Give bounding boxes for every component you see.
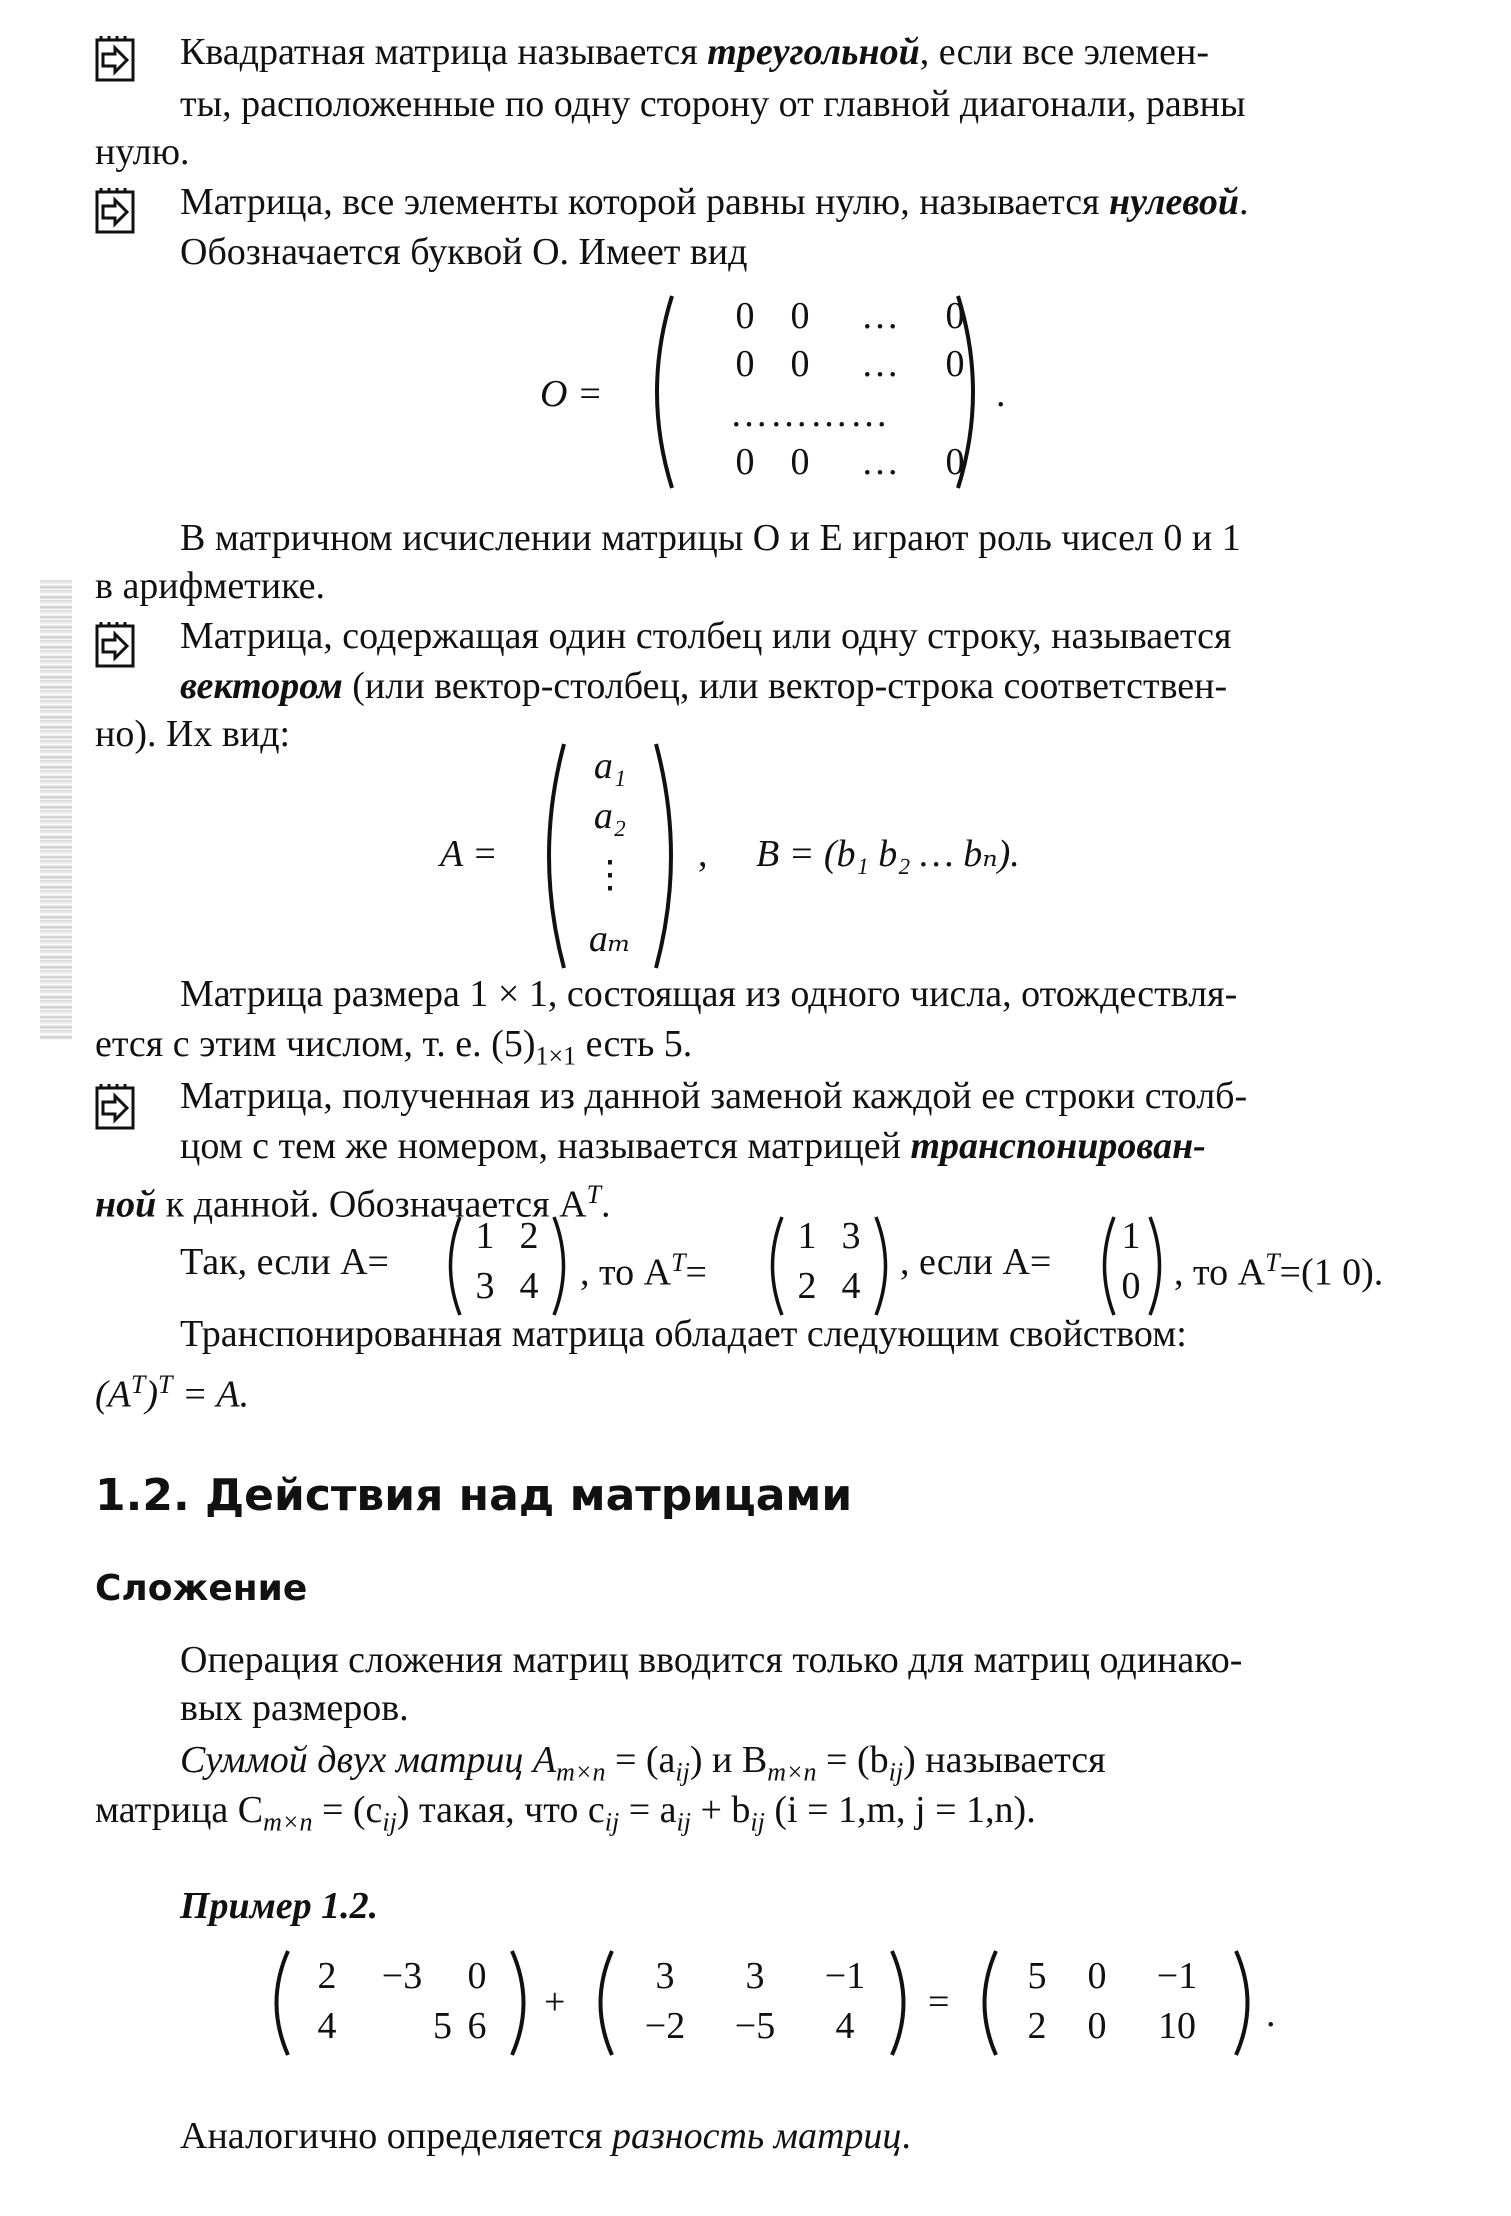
right-paren	[888, 1948, 918, 2058]
right-paren	[650, 740, 690, 972]
p6-line2: цом с тем же номером, называется матрицей транспонирован-	[180, 1125, 1206, 1167]
p11-line: Аналогично определяется разность матриц.	[180, 2115, 911, 2157]
subsection-heading: Сложение	[95, 1568, 308, 1609]
p8-line2: $(A^T)^T = A$.	[95, 1370, 250, 1416]
left-paren	[438, 1214, 464, 1318]
p10-line1: Суммой двух матриц $A_{m\times n} = (a_{ij})$ и $B_{m\times n} = (b_{ij})$ называется	[180, 1739, 1106, 1787]
right-paren	[872, 1214, 898, 1318]
sum-m2-row2: −2 −5 4	[644, 2005, 855, 2047]
p7-text-d: , то $A^T=(1$ 0).	[1174, 1248, 1384, 1294]
p5-line2: ется с этим числом, т. е. $(5)_{1\times 1}$ есть 5.	[95, 1023, 693, 1071]
zero-period: .	[996, 373, 1006, 415]
tr-m3-row2: 0	[1121, 1265, 1141, 1307]
zero-matrix-lhs: O =	[540, 373, 603, 415]
p6-line1: Матрица, полученная из данной заменой каждой ее строки столб-	[180, 1075, 1248, 1117]
p9-line2: вых размеров.	[180, 1687, 409, 1729]
zero-row-3: 0 0 … 0	[735, 441, 965, 483]
p2-line1: Матрица, все элементы которой равны нулю, называется нулевой.	[180, 181, 1249, 223]
p1-line2: ты, расположенные по одну сторону от главной диагонали, равны	[180, 83, 1246, 125]
term-vector: вектором	[180, 665, 343, 707]
vector-comma: ,	[698, 833, 708, 875]
right-paren	[952, 292, 992, 492]
sum-m3-row2: 2 0 10	[1027, 2005, 1196, 2047]
sum-m1-row1: 2 −3 0	[317, 1955, 487, 1997]
section-heading: 1.2. Действия над матрицами	[95, 1470, 853, 1521]
p10-line2: матрица $C_{m\times n} = (c_{ij})$ такая, что $c_{ij} = a_{ij} + b_{ij}$ (i = 1,m, j = 1,n).	[95, 1789, 1036, 1837]
p5-line1: Матрица размера 1 × 1, состоящая из одного числа, отождествля-	[180, 973, 1238, 1015]
p3-line1: В матричном исчислении матрицы O и E играют роль чисел 0 и 1	[180, 517, 1241, 559]
sum-plus: +	[544, 1981, 566, 2023]
left-paren	[262, 1948, 292, 2058]
left-paren	[530, 740, 570, 972]
tr-m1-row2: 3 4	[475, 1265, 539, 1307]
row-vector: B = (b₁ b₂ … bₙ).	[756, 833, 1020, 875]
p1-line1: Квадратная матрица называется треугольной, если все элемен-	[180, 31, 1210, 73]
left-paren	[586, 1948, 616, 2058]
left-paren	[638, 292, 678, 492]
term-difference: разность матриц	[611, 2115, 902, 2157]
term-triangular: треугольной	[707, 31, 920, 73]
right-paren	[1146, 1214, 1172, 1318]
sum-m3-row1: 5 0 −1	[1027, 1955, 1198, 1997]
definition-arrow-icon	[95, 620, 137, 668]
sum-m1-row2: 4 5 6	[317, 2005, 487, 2047]
right-paren	[550, 1214, 576, 1318]
vec-a2: a₂	[593, 795, 627, 837]
definition-arrow-icon	[95, 1082, 137, 1130]
p7-text-b: , то $A^T=$	[580, 1248, 707, 1294]
zero-row-dots: …………	[730, 393, 890, 435]
example-title: Пример 1.2.	[180, 1885, 379, 1927]
tr-m2-row1: 1 3	[797, 1215, 861, 1257]
p1-line3: нулю.	[95, 131, 190, 173]
p4-line2: вектором (или вектор-столбец, или вектор-строка соответствен-	[180, 665, 1228, 707]
tr-m3-row1: 1	[1121, 1215, 1141, 1257]
term-zero: нулевой	[1109, 181, 1239, 223]
right-paren	[1232, 1948, 1262, 2058]
right-paren	[508, 1948, 538, 2058]
p9-line1: Операция сложения матриц вводится только для матриц одинако-	[180, 1639, 1243, 1681]
p2-line2: Обозначается буквой O. Имеет вид	[180, 231, 748, 273]
definition-arrow-icon	[95, 186, 137, 234]
tr-m2-row2: 2 4	[797, 1265, 861, 1307]
p8-line1: Транспонированная матрица обладает следующим свойством:	[180, 1313, 1187, 1355]
zero-row-2: 0 0 … 0	[735, 343, 965, 385]
sum-period: .	[1266, 1993, 1276, 2035]
sum-equals: =	[928, 1981, 950, 2023]
vec-a1: a₁	[593, 745, 627, 787]
vec-vdots: ⋮	[591, 854, 629, 896]
p4-line1: Матрица, содержащая один столбец или одну строку, называется	[180, 615, 1232, 657]
p3-line2: в арифметике.	[95, 565, 326, 607]
vec-am: aₘ	[588, 918, 632, 960]
sum-m2-row1: 3 3 −1	[655, 1955, 866, 1997]
left-paren	[760, 1214, 786, 1318]
p4-line3: но). Их вид:	[95, 713, 291, 755]
p7-text-a: Так, если A=	[180, 1241, 389, 1283]
scan-edge-artifact	[40, 580, 72, 1040]
definition-arrow-icon	[95, 34, 137, 82]
zero-row-1: 0 0 … 0	[735, 295, 965, 337]
p6-line3: ной к данной. Обозначается $A^T$.	[95, 1180, 611, 1226]
term-transposed: транспонирован-	[910, 1125, 1206, 1167]
left-paren	[970, 1948, 1000, 2058]
p7-text-c: , если A=	[900, 1241, 1052, 1283]
left-paren	[1092, 1214, 1118, 1318]
tr-m1-row1: 1 2	[475, 1215, 539, 1257]
vector-lhs: A =	[440, 833, 498, 875]
